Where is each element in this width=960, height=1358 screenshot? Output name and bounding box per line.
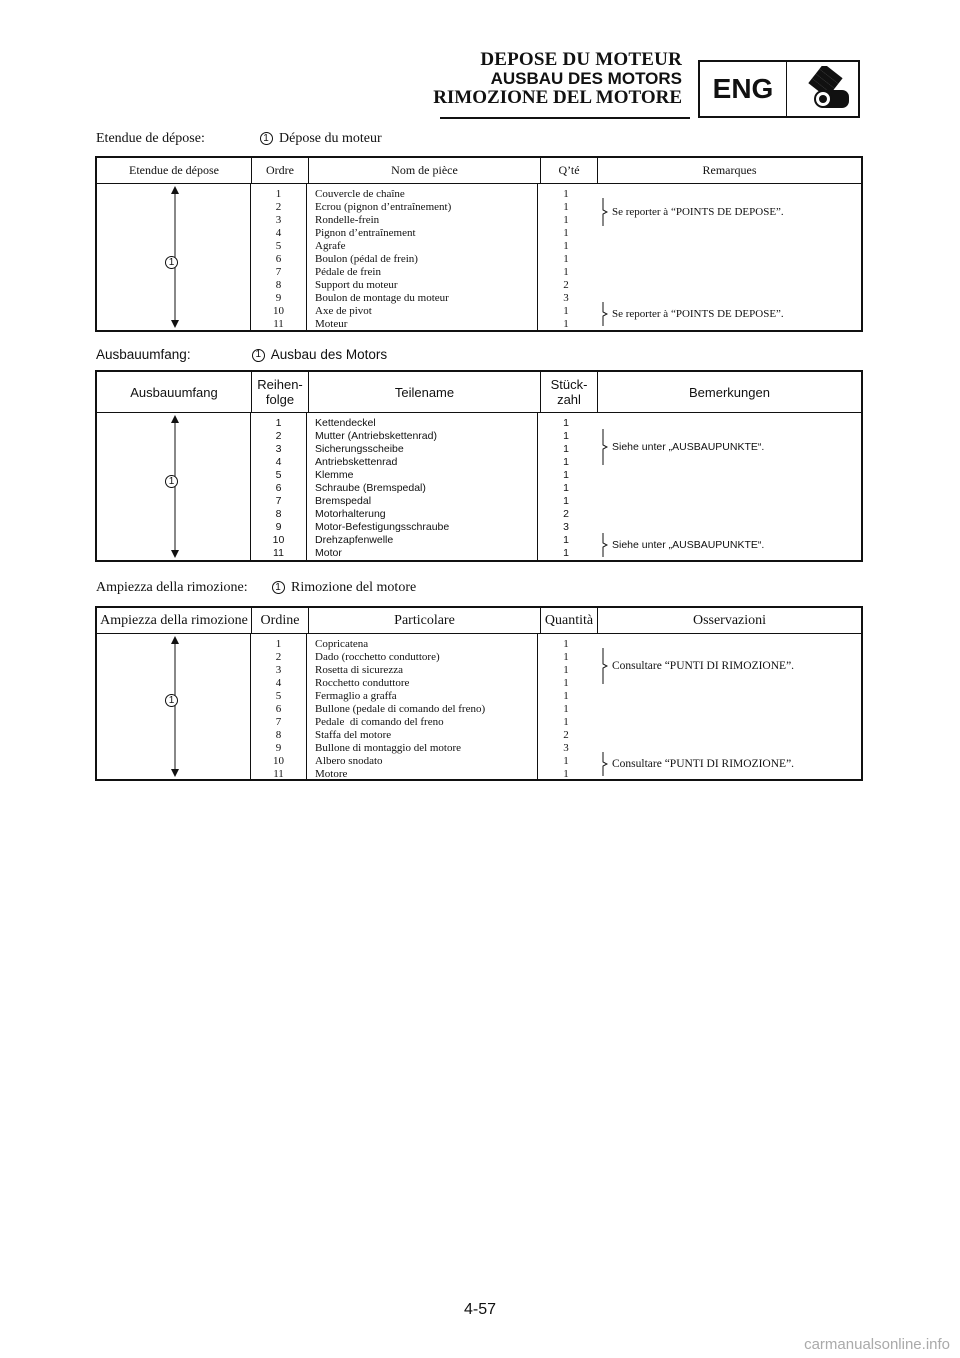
order-cell: 11 <box>273 768 284 780</box>
scope-column <box>97 634 251 779</box>
table-header <box>97 372 861 413</box>
part-cell: Copricatena <box>315 638 369 650</box>
col-header-scope: Ampiezza della rimozione <box>97 608 252 633</box>
order-cell: 10 <box>272 534 285 546</box>
col-header-order: Ordre <box>252 158 309 183</box>
title-french: DEPOSE DU MOTEUR <box>480 49 682 70</box>
order-cell: 1 <box>275 188 282 200</box>
qty-cell: 1 <box>563 266 569 278</box>
engine-icon <box>787 62 858 116</box>
order-cell: 2 <box>275 651 282 663</box>
title-german: AUSBAU DES MOTORS <box>490 69 682 88</box>
part-cell: Dado (rocchetto conduttore) <box>315 651 440 663</box>
scope-label: Ausbauumfang: <box>96 347 191 362</box>
col-header-scope: Etendue de dépose <box>97 158 252 183</box>
part-cell: Boulon (pédal de frein) <box>315 253 418 265</box>
qty-column <box>538 634 594 779</box>
order-cell: 11 <box>273 318 284 330</box>
removal-table-fr <box>95 156 863 332</box>
col-header-part: Particolare <box>309 608 541 633</box>
scope-number: 1 <box>260 132 273 145</box>
remark-text: Consultare “PUNTI DI RIMOZIONE”. <box>612 757 795 770</box>
col-header-remarks: Bemerkungen <box>689 384 770 400</box>
brace-icon <box>602 648 608 684</box>
remarks-column <box>594 413 861 560</box>
qty-cell: 1 <box>563 443 569 455</box>
order-cell: 5 <box>275 469 282 481</box>
part-cell: Motor-Befestigungsschraube <box>315 521 450 533</box>
qty-cell: 2 <box>563 508 569 520</box>
qty-cell: 1 <box>563 703 569 715</box>
col-header-part: Teilename <box>309 372 541 412</box>
part-column <box>307 184 538 330</box>
col-header-scope: Ausbauumfang <box>97 372 252 412</box>
col-header-qty: Q’té <box>541 158 598 183</box>
remark-group-1 <box>602 429 764 465</box>
order-cell: 3 <box>275 664 282 676</box>
qty-cell: 1 <box>563 534 569 546</box>
part-cell: Pignon d’entraînement <box>315 227 416 239</box>
col-header-qty: Quantità <box>541 608 598 633</box>
col-header-order: Ordine <box>252 608 309 633</box>
qty-column <box>538 184 594 330</box>
scope-number: 1 <box>272 581 285 594</box>
table-header <box>97 608 861 634</box>
qty-cell: 1 <box>563 482 569 494</box>
part-cell: Kettendeckel <box>315 417 376 429</box>
order-cell: 8 <box>275 279 282 291</box>
order-cell: 11 <box>273 547 284 559</box>
qty-cell: 1 <box>563 469 569 481</box>
order-cell: 3 <box>275 214 282 226</box>
part-cell: Motorhalterung <box>315 508 386 520</box>
qty-cell: 1 <box>563 318 569 330</box>
order-column <box>251 634 307 779</box>
section-heading-fr <box>96 131 382 147</box>
qty-cell: 3 <box>563 521 569 533</box>
order-cell: 2 <box>275 201 282 213</box>
scope-title: Rimozione del motore <box>291 580 417 595</box>
brace-icon <box>602 752 608 776</box>
order-cell: 7 <box>275 495 282 507</box>
part-cell: Pédale de frein <box>315 266 381 278</box>
part-cell: Mutter (Antriebskettenrad) <box>315 430 437 442</box>
part-cell: Sicherungsscheibe <box>315 443 404 455</box>
removal-table-de <box>95 370 863 562</box>
part-cell: Schraube (Bremspedal) <box>315 482 426 494</box>
order-cell: 5 <box>275 690 282 702</box>
order-cell: 6 <box>275 482 282 494</box>
part-cell: Staffa del motore <box>315 729 392 741</box>
part-cell: Klemme <box>315 469 354 481</box>
qty-cell: 1 <box>563 188 569 200</box>
order-cell: 1 <box>275 638 282 650</box>
order-cell: 7 <box>275 716 282 728</box>
order-cell: 6 <box>275 703 282 715</box>
brace-icon <box>602 198 608 226</box>
title-italian: RIMOZIONE DEL MOTORE <box>433 87 682 108</box>
qty-cell: 1 <box>563 495 569 507</box>
remark-text: Siehe unter „AUSBAUPUNKTE“. <box>612 440 765 453</box>
section-heading-it <box>96 580 416 596</box>
brace-icon <box>602 302 608 326</box>
remark-group-1 <box>602 648 794 684</box>
qty-cell: 1 <box>563 768 569 780</box>
page-header-titles <box>433 50 682 107</box>
part-cell: Support du moteur <box>315 279 398 291</box>
table-body <box>97 413 861 560</box>
order-cell: 9 <box>275 292 282 304</box>
scope-title: Dépose du moteur <box>279 131 382 146</box>
scope-column <box>97 413 251 560</box>
scope-column <box>97 184 251 330</box>
order-cell: 9 <box>275 742 282 754</box>
remark-text: Se reporter à “POINTS DE DEPOSE”. <box>612 205 784 218</box>
qty-cell: 1 <box>563 690 569 702</box>
part-cell: Drehzapfenwelle <box>315 534 394 546</box>
part-cell: Bremspedal <box>315 495 372 507</box>
order-cell: 1 <box>275 417 282 429</box>
qty-cell: 1 <box>563 201 569 213</box>
scope-mark: 1 <box>165 475 178 488</box>
part-cell: Fermaglio a graffa <box>315 690 397 702</box>
section-badge <box>698 60 860 118</box>
qty-cell: 1 <box>563 638 569 650</box>
removal-table-it <box>95 606 863 781</box>
order-cell: 8 <box>275 729 282 741</box>
qty-cell: 1 <box>563 240 569 252</box>
part-cell: Agrafe <box>315 240 346 252</box>
qty-cell: 1 <box>563 755 569 767</box>
scope-label: Ampiezza della rimozione: <box>96 580 248 595</box>
remarks-column <box>594 634 861 779</box>
col-header-remarks: Osservazioni <box>692 612 767 628</box>
part-cell: Bullone di montaggio del motore <box>315 742 462 754</box>
qty-cell: 1 <box>563 253 569 265</box>
qty-cell: 1 <box>563 430 569 442</box>
scope-label: Etendue de dépose: <box>96 131 205 146</box>
order-cell: 4 <box>275 227 282 239</box>
section-heading-de <box>96 347 387 362</box>
col-header-remarks: Remarques <box>702 163 757 177</box>
order-cell: 9 <box>275 521 282 533</box>
col-header-part: Nom de pièce <box>309 158 541 183</box>
qty-cell: 1 <box>563 214 569 226</box>
col-header-order: Reihen- folge <box>252 372 309 412</box>
qty-cell: 1 <box>563 547 569 559</box>
remarks-column <box>594 184 861 330</box>
remark-text: Se reporter à “POINTS DE DEPOSE”. <box>612 307 784 320</box>
qty-cell: 1 <box>563 664 569 676</box>
remark-text: Siehe unter „AUSBAUPUNKTE“. <box>612 538 765 551</box>
qty-cell: 1 <box>563 651 569 663</box>
part-cell: Rondelle-frein <box>315 214 380 226</box>
qty-column <box>538 413 594 560</box>
order-cell: 6 <box>275 253 282 265</box>
qty-cell: 1 <box>563 417 569 429</box>
remark-group-2 <box>602 302 784 326</box>
table-body <box>97 634 861 779</box>
order-cell: 7 <box>275 266 282 278</box>
part-cell: Couvercle de chaîne <box>315 188 405 200</box>
part-cell: Ecrou (pignon d’entraînement) <box>315 201 452 213</box>
page-number: 4-57 <box>463 1301 497 1318</box>
watermark: carmanualsonline.info <box>804 1336 950 1353</box>
col-header-qty: Stück- zahl <box>541 372 598 412</box>
part-cell: Axe de pivot <box>315 305 372 317</box>
order-column <box>251 184 307 330</box>
order-cell: 4 <box>275 456 282 468</box>
order-cell: 2 <box>275 430 282 442</box>
remark-group-2 <box>602 533 764 557</box>
scope-title: Ausbau des Motors <box>270 347 388 362</box>
part-cell: Rosetta di sicurezza <box>315 664 403 676</box>
qty-cell: 3 <box>563 742 569 754</box>
qty-cell: 1 <box>563 456 569 468</box>
qty-cell: 1 <box>563 716 569 728</box>
part-column <box>307 634 538 779</box>
order-cell: 5 <box>275 240 282 252</box>
scope-number: 1 <box>252 349 265 362</box>
part-cell: Bullone (pedale di comando del freno) <box>315 703 486 715</box>
order-cell: 3 <box>275 443 282 455</box>
qty-cell: 1 <box>563 227 569 239</box>
order-column <box>251 413 307 560</box>
part-cell: Albero snodato <box>315 755 383 767</box>
part-cell: Antriebskettenrad <box>315 456 398 468</box>
part-cell: Moteur <box>315 318 348 330</box>
part-column <box>307 413 538 560</box>
qty-cell: 1 <box>563 305 569 317</box>
qty-cell: 1 <box>563 677 569 689</box>
table-header <box>97 158 861 184</box>
part-cell: Rocchetto conduttore <box>315 677 410 689</box>
brace-icon <box>602 429 608 465</box>
part-cell: Boulon de montage du moteur <box>315 292 449 304</box>
part-cell: Motore <box>315 768 348 780</box>
order-cell: 10 <box>273 305 284 317</box>
order-cell: 10 <box>273 755 284 767</box>
scope-mark: 1 <box>165 694 178 707</box>
part-cell: Motor <box>315 547 342 559</box>
scope-mark: 1 <box>165 256 178 269</box>
brace-icon <box>602 533 608 557</box>
order-cell: 8 <box>275 508 282 520</box>
qty-cell: 2 <box>563 279 569 291</box>
order-cell: 4 <box>275 677 282 689</box>
remark-group-1 <box>602 198 784 226</box>
table-body <box>97 184 861 330</box>
qty-cell: 3 <box>563 292 569 304</box>
remark-text: Consultare “PUNTI DI RIMOZIONE”. <box>612 659 795 672</box>
part-cell: Pedale di comando del freno <box>315 716 444 728</box>
remark-group-2 <box>602 752 794 776</box>
badge-label: ENG <box>700 62 787 116</box>
header-rule <box>440 117 690 119</box>
qty-cell: 2 <box>563 729 569 741</box>
